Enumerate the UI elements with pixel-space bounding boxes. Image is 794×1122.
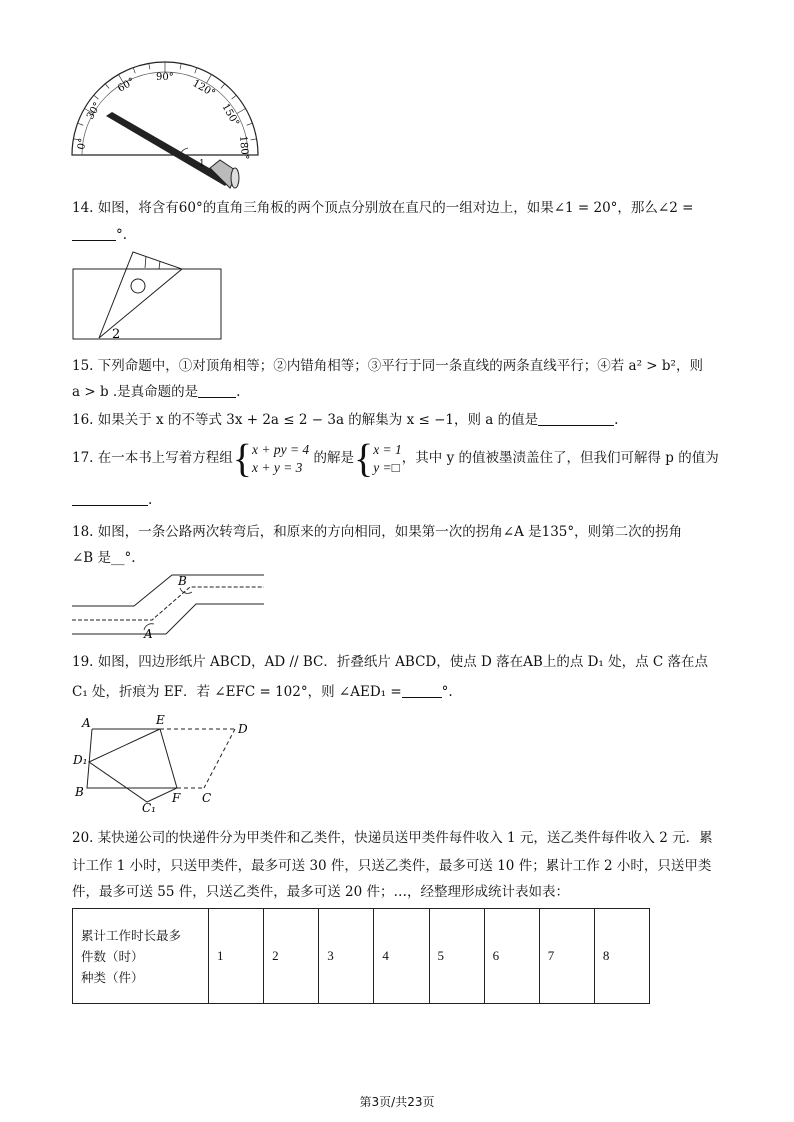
folded-paper-figure xyxy=(72,712,272,812)
table-cell: 2 xyxy=(264,909,319,1004)
angle-1-label: 1 xyxy=(199,159,205,169)
protractor-tick xyxy=(221,84,225,89)
question-20-line-1: 20. 某快递公司的快递件分为甲类件和乙类件，快递员送甲类件每件收入 1 元，送乙类件每件收入 2 元．累 xyxy=(72,830,713,846)
table-cell: 4 xyxy=(374,909,429,1004)
question-18-line-1: 18. 如图，一条公路两次转弯后，和原来的方向相同，如果第一次的拐角∠A 是135°，则第二次的拐角 xyxy=(72,524,683,540)
angle-2-label: 2 xyxy=(112,327,121,342)
label-c: C xyxy=(202,791,212,805)
label-b: B xyxy=(75,785,84,799)
protractor-label-90: 90° xyxy=(156,72,174,83)
table-header-cell xyxy=(73,909,209,1004)
protractor-tick xyxy=(94,95,99,99)
protractor-tick xyxy=(232,95,237,99)
question-17-mid: 的解是 xyxy=(313,450,354,466)
question-19-line-1: 19. 如图，四边形纸片 ABCD，AD // BC．折叠纸片 ABCD，使点 D 落在AB上的点 D₁ 处，点 C 落在点 xyxy=(72,654,709,670)
question-19-line-2 xyxy=(72,682,453,702)
question-14-line-1: 14. 如图，将含有60°的直角三角板的两个顶点分别放在直尺的一组对边上，如果∠1 = 20°，那么∠2 = xyxy=(72,200,694,216)
protractor-label-150: 150° xyxy=(219,102,241,129)
answer-blank[interactable] xyxy=(402,683,442,698)
protractor-tick xyxy=(149,63,150,69)
protractor-tick xyxy=(133,68,135,74)
table-cell: 3 xyxy=(319,909,374,1004)
question-20-line-2: 计工作 1 小时，只送甲类件，最多可送 30 件，只送乙类件，最多可送 10 件；累计工作 2 小时，只送甲类 xyxy=(72,858,712,874)
table-row xyxy=(73,909,650,1004)
protractor-tick xyxy=(180,63,181,69)
question-17-line-2-tail: . xyxy=(148,492,153,508)
question-16-head: 16. 如果关于 x 的不等式 3x + 2a ≤ 2 − 3a 的解集为 x ≤ −1，则 a 的值是 xyxy=(72,412,539,428)
page-footer: 第3页/共23页 xyxy=(359,1095,435,1109)
protractor-label-60: 60° xyxy=(116,76,137,95)
equation-system xyxy=(252,441,309,477)
brace-icon: { xyxy=(232,435,252,481)
question-19-tail: °. xyxy=(441,684,453,700)
label-c1: C₁ xyxy=(142,801,156,812)
table-cell: 5 xyxy=(429,909,484,1004)
table-cell: 7 xyxy=(539,909,594,1004)
protractor-tick xyxy=(237,109,246,114)
label-d: D xyxy=(238,722,248,736)
answer-blank[interactable] xyxy=(72,226,116,241)
ruler-triangle-figure xyxy=(72,250,224,342)
question-17-line-2 xyxy=(72,490,152,510)
solution-1: x = 1 xyxy=(373,441,402,457)
table-cell: 8 xyxy=(594,909,649,1004)
question-20-line-3: 件，最多可送 55 件，只送乙类件，最多可送 20 件；…，经整理形成统计表如表： xyxy=(72,884,570,900)
protractor-tick xyxy=(105,84,109,89)
protractor-label-0: 0° xyxy=(76,137,89,151)
protractor-tick xyxy=(195,68,197,74)
question-17-tail: ，其中 y 的值被墨渍盖住了，但我们可解得 p 的值为 xyxy=(401,450,719,466)
equation-1: x + py = 4 xyxy=(251,441,310,457)
question-15-line-2 xyxy=(72,382,240,402)
header-line-2: 件数（时） xyxy=(81,948,144,964)
road-figure xyxy=(72,568,267,640)
protractor-label-180: 180° xyxy=(237,135,251,161)
answer-blank[interactable] xyxy=(72,491,148,506)
road-label-b: B xyxy=(178,574,187,588)
protractor-tick xyxy=(207,74,212,83)
equation-2: x + y = 3 xyxy=(251,459,303,475)
question-16-tail: . xyxy=(614,412,619,428)
answer-blank[interactable] xyxy=(198,383,236,398)
question-17-line-1 xyxy=(72,436,719,480)
label-f: F xyxy=(172,791,181,805)
question-19-head: C₁ 处，折痕为 EF．若 ∠EFC = 102°，则 ∠AED₁ = xyxy=(72,684,402,700)
statistics-table xyxy=(72,908,650,1004)
label-d1: D₁ xyxy=(73,753,88,767)
protractor-label-30: 30° xyxy=(85,100,104,122)
protractor-tick xyxy=(251,139,257,140)
question-15-tail: . xyxy=(236,384,241,400)
protractor-tick xyxy=(247,123,253,125)
label-e: E xyxy=(156,713,165,727)
question-18-line-2: ∠B 是__°. xyxy=(72,550,136,566)
header-line-3: 种类（件） xyxy=(81,969,144,985)
question-16 xyxy=(72,410,618,430)
protractor-figure xyxy=(60,60,280,195)
table-cell: 1 xyxy=(209,909,264,1004)
question-17-head: 17. 在一本书上写着方程组 xyxy=(72,450,233,466)
protractor-label-120: 120° xyxy=(190,78,217,100)
protractor-tick xyxy=(78,123,84,125)
question-14-line-2 xyxy=(72,225,127,245)
answer-blank[interactable] xyxy=(538,411,614,426)
road-label-a: A xyxy=(144,627,153,640)
table-cell: 6 xyxy=(484,909,539,1004)
solution-2: y =□ xyxy=(373,459,400,475)
question-15-line-1: 15. 下列命题中，①对顶角相等；②内错角相等；③平行于同一条直线的两条直线平行；④若 a² > b²，则 xyxy=(72,358,703,374)
question-15-head: a > b .是真命题的是 xyxy=(72,384,199,400)
label-a: A xyxy=(82,716,91,730)
question-14-tail: °. xyxy=(116,227,128,243)
brace-icon: { xyxy=(353,435,374,481)
header-line-1: 累计工作时长最多 xyxy=(81,927,182,943)
solution-system xyxy=(373,441,402,477)
